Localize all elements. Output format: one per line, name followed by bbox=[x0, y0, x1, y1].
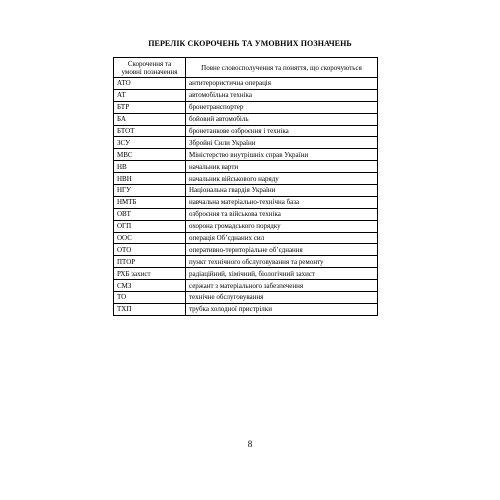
abbreviation-cell: ОВТ bbox=[114, 208, 186, 220]
table-row bbox=[114, 292, 378, 304]
abbreviation-cell: ЗСУ bbox=[114, 137, 186, 149]
full-term-cell: Збройні Сили України bbox=[186, 137, 378, 149]
abbreviation-cell: РХБ захист bbox=[114, 268, 186, 280]
abbreviation-cell: СМЗ bbox=[114, 280, 186, 292]
page-number: 8 bbox=[247, 439, 253, 449]
full-term-cell: навчальна матеріально-технічна база bbox=[186, 196, 378, 208]
table-row bbox=[114, 303, 378, 315]
abbreviation-cell: ПТОР bbox=[114, 256, 186, 268]
table-row bbox=[114, 256, 378, 268]
table-row bbox=[114, 173, 378, 185]
abbreviation-cell: ООС bbox=[114, 232, 186, 244]
header-abbreviation: Скорочення та умовні позначення bbox=[114, 58, 186, 78]
abbreviation-cell: ТХП bbox=[114, 303, 186, 315]
table-row bbox=[114, 113, 378, 125]
full-term-cell: начальник військового наряду bbox=[186, 173, 378, 185]
abbreviations-table bbox=[113, 57, 378, 316]
table-row bbox=[114, 280, 378, 292]
full-term-cell: автомобільна техніка bbox=[186, 89, 378, 101]
full-term-cell: трубка холодної пристрілки bbox=[186, 303, 378, 315]
full-term-cell: радіаційний, хімічний, біологічний захист bbox=[186, 268, 378, 280]
abbreviation-cell: ТО bbox=[114, 292, 186, 304]
table-row bbox=[114, 89, 378, 101]
abbreviation-cell: НВН bbox=[114, 173, 186, 185]
table-row bbox=[114, 208, 378, 220]
abbreviation-cell: БА bbox=[114, 113, 186, 125]
table-header-row bbox=[114, 58, 378, 78]
table-row bbox=[114, 232, 378, 244]
header-full-term: Повне словосполучення та поняття, що скорочуються bbox=[186, 58, 378, 78]
abbreviation-cell: АТ bbox=[114, 89, 186, 101]
full-term-cell: операція Об’єднаних сил bbox=[186, 232, 378, 244]
table-row bbox=[114, 161, 378, 173]
full-term-cell: технічне обслуговування bbox=[186, 292, 378, 304]
abbreviation-cell: БТОТ bbox=[114, 125, 186, 137]
page-title: ПЕРЕЛІК СКОРОЧЕНЬ ТА УМОВНИХ ПОЗНАЧЕНЬ bbox=[148, 39, 352, 48]
table-row bbox=[114, 268, 378, 280]
full-term-cell: озброєння та військова техніка bbox=[186, 208, 378, 220]
full-term-cell: антитерористична операція bbox=[186, 78, 378, 90]
abbreviation-cell: МВС bbox=[114, 149, 186, 161]
table-row bbox=[114, 78, 378, 90]
table-row bbox=[114, 101, 378, 113]
table-row bbox=[114, 244, 378, 256]
full-term-cell: сержант з матеріального забезпечення bbox=[186, 280, 378, 292]
full-term-cell: начальник варти bbox=[186, 161, 378, 173]
full-term-cell: бронетанкове озброєння і техніка bbox=[186, 125, 378, 137]
full-term-cell: Національна гвардія України bbox=[186, 185, 378, 197]
abbreviation-cell: БТР bbox=[114, 101, 186, 113]
abbreviation-cell: НГУ bbox=[114, 185, 186, 197]
table-row bbox=[114, 196, 378, 208]
full-term-cell: Міністерство внутрішніх справ України bbox=[186, 149, 378, 161]
abbreviation-cell: НВ bbox=[114, 161, 186, 173]
full-term-cell: пункт технічного обслуговування та ремонту bbox=[186, 256, 378, 268]
table-row bbox=[114, 125, 378, 137]
abbreviation-cell: ОГП bbox=[114, 220, 186, 232]
table-row bbox=[114, 220, 378, 232]
full-term-cell: бронетранспортер bbox=[186, 101, 378, 113]
abbreviation-cell: АТО bbox=[114, 78, 186, 90]
table-row bbox=[114, 185, 378, 197]
table-row bbox=[114, 149, 378, 161]
full-term-cell: оперативно-територіальне об’єднання bbox=[186, 244, 378, 256]
abbreviation-cell: ОТО bbox=[114, 244, 186, 256]
table-row bbox=[114, 137, 378, 149]
abbreviation-cell: НМТБ bbox=[114, 196, 186, 208]
full-term-cell: охорона громадського порядку bbox=[186, 220, 378, 232]
full-term-cell: бойовий автомобіль bbox=[186, 113, 378, 125]
